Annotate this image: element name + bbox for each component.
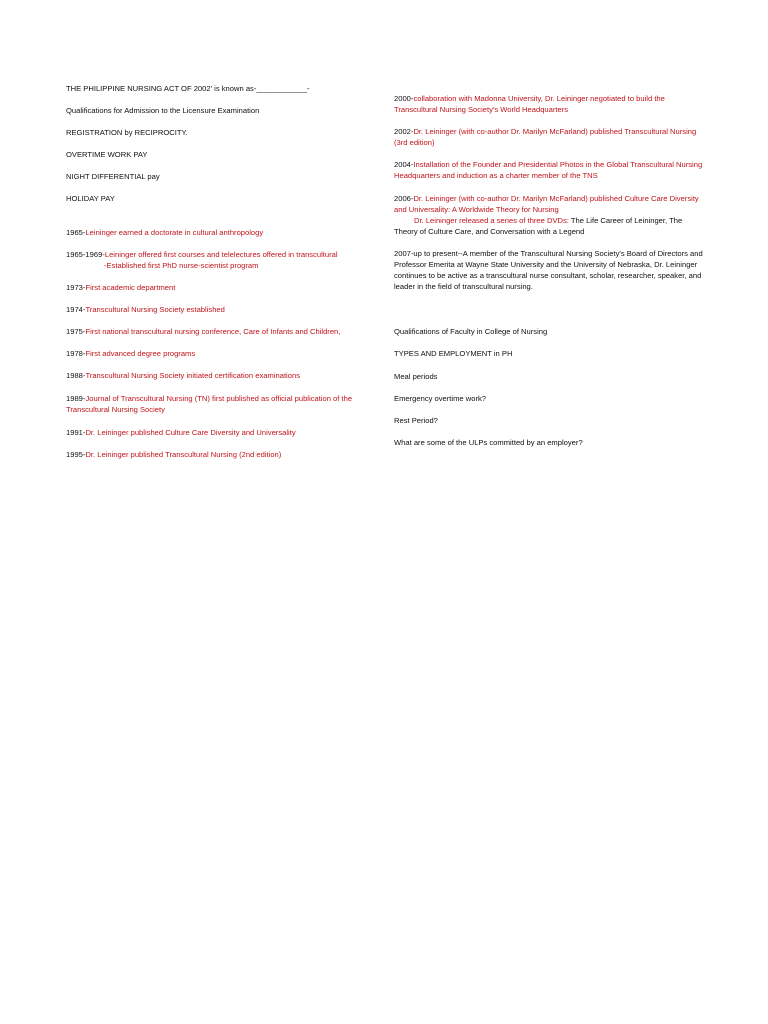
- timeline-year: 1989-: [66, 394, 86, 403]
- timeline-text: Leininger offered first courses and telelectures offered in transcultural: [104, 250, 338, 259]
- timeline-text: collaboration with Madonna University, Dr. Leininger negotiated to build the Transcultural Nursing Society's World Headquarters: [394, 94, 665, 114]
- timeline-text: Dr. Leininger published Transcultural Nursing (2nd edition): [85, 450, 282, 459]
- timeline-item-1974: [66, 304, 372, 315]
- timeline-year: 1965-: [66, 228, 86, 237]
- question-registration-reciprocity: REGISTRATION by RECIPROCITY.: [66, 128, 188, 137]
- question-ulps: What are some of the ULPs committed by an employer?: [394, 438, 583, 447]
- timeline-item-1988: [66, 370, 372, 381]
- timeline-year: 1974-: [66, 305, 86, 314]
- timeline-text: Dr. Leininger (with co-author Dr. Marilyn McFarland) published Transcultural Nursing (3rd edition): [394, 127, 697, 147]
- question-types-employment: TYPES AND EMPLOYMENT in PH: [394, 349, 513, 358]
- timeline-year: 1973-: [66, 283, 86, 292]
- timeline-year: 1988-: [66, 371, 86, 380]
- timeline-text: Transcultural Nursing Society established: [85, 305, 225, 314]
- question-rest-period: Rest Period?: [394, 416, 438, 425]
- timeline-item-1975: [66, 326, 372, 337]
- question-licensure-qualifications: Qualifications for Admission to the Licensure Examination: [66, 106, 260, 115]
- timeline-item-1989: [66, 393, 372, 415]
- timeline-item-1965-1969: [66, 249, 372, 271]
- timeline-text: Leininger earned a doctorate in cultural anthropology: [85, 228, 264, 237]
- timeline-year: 2000-: [394, 94, 414, 103]
- timeline-year: 1975-: [66, 327, 86, 336]
- timeline-year: 2004-: [394, 160, 414, 169]
- question-holiday-pay: HOLIDAY PAY: [66, 194, 115, 203]
- question-night-differential: NIGHT DIFFERENTIAL pay: [66, 172, 160, 181]
- timeline-item-2006: [394, 193, 704, 237]
- timeline-item-1991: [66, 427, 372, 438]
- timeline-text: First national transcultural nursing conference, Care of Infants and Children,: [85, 327, 341, 336]
- timeline-year: 1991-: [66, 428, 86, 437]
- timeline-text: Transcultural Nursing Society initiated certification examinations: [85, 371, 300, 380]
- timeline-year: 1965-1969-: [66, 250, 105, 259]
- timeline-text: Dr. Leininger (with co-author Dr. Marilyn McFarland) published Culture Care Diversity and Universality: A Worldwide Theory for Nursing: [394, 194, 699, 214]
- timeline-text: First academic department: [85, 283, 176, 292]
- timeline-subtext-titles: The Life Career of Leininger, The Theory of Culture Care, and Conversation with a Legend: [394, 216, 683, 236]
- question-faculty-qualifications: Qualifications of Faculty in College of Nursing: [394, 327, 548, 336]
- question-nursing-act: THE PHILIPPINE NURSING ACT OF 2002' is known as-____________-: [66, 84, 310, 93]
- timeline-text: Installation of the Founder and Presidential Photos in the Global Transcultural Nursing Headquarters and induction as a charter member of the TNS: [394, 160, 703, 180]
- timeline-year: 2006-: [394, 194, 414, 203]
- timeline-text: Journal of Transcultural Nursing (TN) first published as official publication of the Transcultural Nursing Society: [66, 394, 353, 414]
- timeline-item-2007: 2007-up to present--A member of the Transcultural Nursing Society's Board of Directors and Professor Emerita at Wayne State University and the University of Nebraska, Dr. Leininger continues to be active as a transcultural nurse consultant, scholar, researcher, speaker, and leader in the field of transcultural nursing.: [394, 249, 703, 291]
- timeline-year: 1995-: [66, 450, 86, 459]
- timeline-item-1978: [66, 348, 372, 359]
- timeline-item-2002: [394, 126, 704, 148]
- question-meal-periods: Meal periods: [394, 372, 438, 381]
- timeline-item-1995: [66, 449, 372, 460]
- timeline-subtext-dvds: Dr. Leininger released a series of three DVDs:: [414, 216, 569, 225]
- timeline-item-1973: [66, 282, 372, 293]
- timeline-item-1965: [66, 227, 372, 238]
- timeline-item-2000: [394, 93, 704, 115]
- timeline-text-continued: -Established first PhD nurse-scientist program: [104, 261, 259, 270]
- timeline-item-2004: [394, 159, 704, 181]
- question-emergency-overtime: Emergency overtime work?: [394, 394, 487, 403]
- timeline-text: Dr. Leininger published Culture Care Diversity and Universality: [85, 428, 296, 437]
- timeline-year: 2002-: [394, 127, 414, 136]
- question-overtime-pay: OVERTIME WORK PAY: [66, 150, 148, 159]
- timeline-year: 1978-: [66, 349, 86, 358]
- timeline-text: First advanced degree programs: [85, 349, 196, 358]
